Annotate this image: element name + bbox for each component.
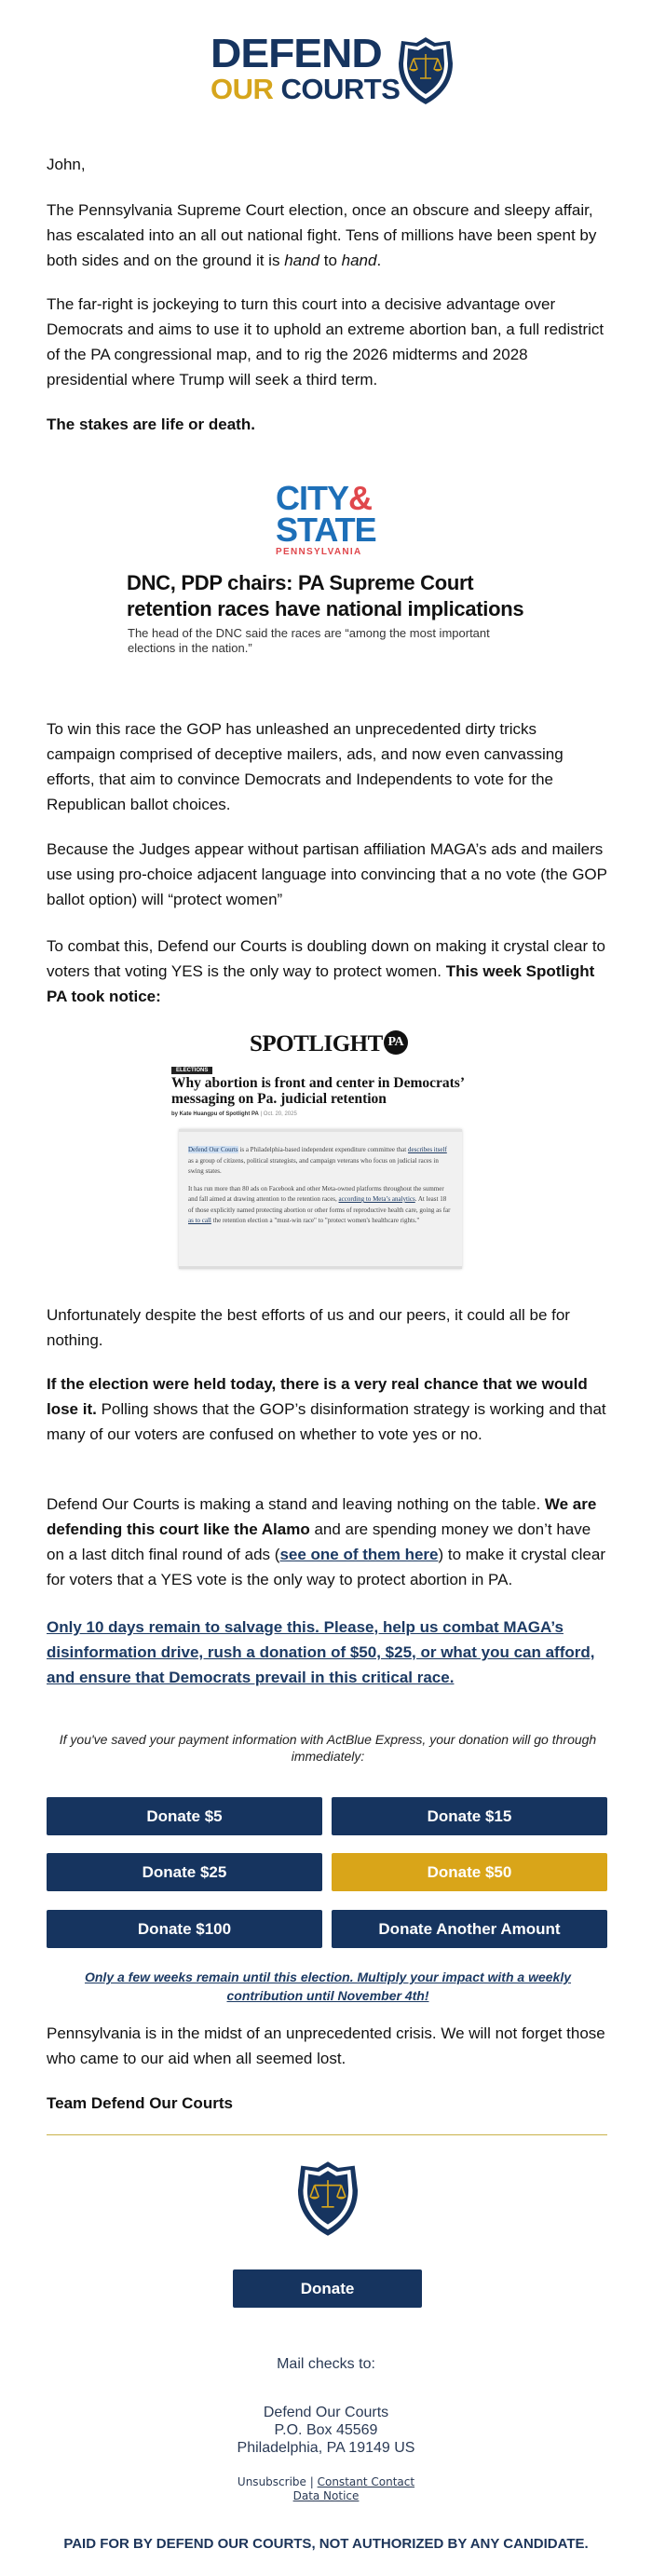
text: and are spending money we don’t have on a last ditch final round of ads (: [47, 1520, 591, 1563]
article-headline: DNC, PDP chairs: PA Supreme Court retention races have national implications: [127, 571, 524, 620]
spotlight-wordmark: SPOTLIGHT: [250, 1031, 383, 1056]
text: It has run more than 80 ads on Facebook and other Meta-owned platforms throughout the summer and fall aimed at drawing attention to the retention races,: [188, 1184, 444, 1203]
cta-paragraph: [47, 1615, 609, 1690]
text: To combat this, Defend our Courts is doubling down on making it crystal clear to voters that voting YES is the only way to protect women.: [47, 937, 606, 980]
logo-state: STATE: [276, 511, 376, 549]
text-italic: hand: [284, 252, 320, 269]
text: ) to make it crystal clear for voters that a YES vote is the only way to protect abortion in PA.: [47, 1546, 605, 1588]
logo-city: CITY: [276, 479, 349, 517]
paragraph-judges: Because the Judges appear without partisan affiliation MAGA’s ads and mailers use using pro-choice adjacent language into convincing that a no vote (the GOP ballot option) will “protect women”: [47, 840, 607, 908]
logo-courts: COURTS: [280, 73, 401, 105]
text-bold: If the election were held today, there is a very real chance that we would lose it.: [47, 1375, 588, 1418]
article-subheadline: The head of the DNC said the races are “among the most important elections in the nation.”: [128, 626, 490, 655]
paragraph-alamo: [47, 1492, 609, 1592]
excerpt-paragraph: [188, 1184, 453, 1227]
weekly-contribution-link[interactable]: Only a few weeks remain until this election. Multiply your impact with a weekly contribution until November 4th!: [84, 1969, 572, 2003]
donate-100-button[interactable]: Donate $100: [47, 1910, 322, 1948]
footer-links: [0, 2475, 652, 2503]
stakes-statement: The stakes are life or death.: [47, 416, 255, 433]
greeting: John,: [47, 156, 86, 173]
address-line: Philadelphia, PA 19149 US: [237, 2440, 415, 2456]
paragraph-combat: [47, 934, 609, 1009]
shield-scales-icon: [397, 35, 455, 106]
city-state-logo: [276, 479, 380, 558]
excerpt-link: according to Meta’s analytics: [338, 1195, 415, 1203]
donate-other-amount-button[interactable]: Donate Another Amount: [332, 1910, 607, 1948]
text: . At least 18 of those explicitly named protecting abortion or other forms of reproductive health care, going as far: [188, 1195, 451, 1214]
text: .: [376, 252, 382, 269]
shield-scales-icon: [294, 2160, 361, 2238]
torn-paper-excerpt: [179, 1129, 462, 1269]
actblue-express-note: If you've saved your payment information with ActBlue Express, your donation will go through immediately:: [59, 1732, 597, 1764]
logo-pennsylvania: PENNSYLVANIA: [276, 547, 362, 557]
logo-our: OUR: [211, 73, 274, 105]
unsubscribe-link[interactable]: Unsubscribe: [237, 2475, 306, 2488]
paragraph-far-right: The far-right is jockeying to turn this court into a decisive advantage over Democrats and aims to use it to uphold an extreme abortion ban, a full redistrict of the PA congressional map, and to rig the 2026 midterms and 2028 presidential where Trump will seek a third term.: [47, 295, 604, 388]
constant-contact-link[interactable]: Constant Contact: [317, 2475, 415, 2488]
paid-for-disclaimer: PAID FOR BY DEFEND OUR COURTS, NOT AUTHORIZED BY ANY CANDIDATE.: [63, 2536, 589, 2552]
donate-5-button[interactable]: Donate $5: [47, 1797, 322, 1835]
byline-author: by Kate Huangpu of Spotlight PA: [171, 1111, 259, 1117]
donate-25-button[interactable]: Donate $25: [47, 1853, 322, 1891]
donate-cta-link[interactable]: Only 10 days remain to salvage this. Please, help us combat MAGA’s disinformation drive, rush a donation of $50, $25, or what you can afford, and ensure that Democrats prevail in this critical race.: [47, 1618, 595, 1686]
paragraph-unfortunately: Unfortunately despite the best efforts of us and our peers, it could all be for nothing.: [47, 1306, 570, 1349]
donate-50-button[interactable]: Donate $50: [332, 1853, 607, 1891]
paragraph-polling: [47, 1371, 609, 1447]
text: The Pennsylvania Supreme Court election, once an obscure and sleepy affair, has escalated into an all out national fight. Tens of millions have been spent by both sides and on the ground it is: [47, 201, 597, 269]
excerpt-paragraph: [188, 1145, 453, 1178]
text: the retention election a "must-win race" to "protect women's healthcare rights.": [211, 1217, 420, 1224]
data-notice-link[interactable]: Data Notice: [292, 2489, 360, 2502]
spotlight-article-image: [173, 1025, 481, 1276]
separator: |: [309, 2475, 314, 2488]
highlight: Defend Our Courts: [188, 1146, 238, 1153]
text: to: [319, 252, 342, 269]
text-bold: We are defending this court like the Alamo: [47, 1495, 597, 1538]
spotlight-logo: [250, 1030, 408, 1057]
paragraph-closing: Pennsylvania is in the midst of an unprecedented crisis. We will not forget those who came to our aid when all seemed lost.: [47, 2024, 605, 2067]
excerpt-link: as to call: [188, 1217, 211, 1224]
address-line: Defend Our Courts: [263, 2405, 389, 2420]
text-italic: hand: [341, 252, 377, 269]
donate-button[interactable]: Donate: [233, 2269, 422, 2308]
divider: [47, 2134, 607, 2135]
spotlight-byline: [171, 1111, 297, 1117]
defend-our-courts-logo: [211, 31, 457, 106]
signoff: Team Defend Our Courts: [47, 2094, 233, 2112]
pa-badge: PA: [384, 1030, 408, 1055]
logo-word-our-courts: [211, 75, 400, 104]
elections-tag: ELECTIONS: [171, 1067, 212, 1074]
donate-15-button[interactable]: Donate $15: [332, 1797, 607, 1835]
paragraph-intro: [47, 198, 609, 273]
text: Polling shows that the GOP’s disinformation strategy is working and that many of our voters are confused on whether to vote yes or no.: [47, 1400, 606, 1443]
address-line: P.O. Box 45569: [274, 2422, 378, 2438]
see-ad-link[interactable]: see one of them here: [279, 1546, 439, 1563]
byline-date: | Oct. 20, 2025: [260, 1111, 297, 1117]
text: as a group of citizens, political strategists, and campaign veterans who focus on judicial races in swing states.: [188, 1156, 439, 1175]
logo-amp: &: [348, 479, 373, 517]
paragraph-gop-tricks: To win this race the GOP has unleashed an unprecedented dirty tricks campaign comprised of deceptive mailers, ads, and now even canvassing efforts, that aim to convince Democrats and Independents to vote for the Republican ballot choices.: [47, 720, 564, 813]
mailing-address: [0, 2404, 652, 2457]
mail-checks-label: Mail checks to:: [277, 2356, 375, 2372]
logo-word-defend: DEFEND: [211, 31, 382, 76]
text-bold: This week Spotlight PA took notice:: [47, 962, 595, 1005]
spotlight-headline: Why abortion is front and center in Democrats’ messaging on Pa. judicial retention: [171, 1075, 464, 1107]
text: is a Philadelphia-based independent expenditure committee that: [238, 1146, 408, 1153]
excerpt-link: describes itself: [408, 1146, 447, 1153]
text: Defend Our Courts is making a stand and leaving nothing on the table.: [47, 1495, 545, 1513]
